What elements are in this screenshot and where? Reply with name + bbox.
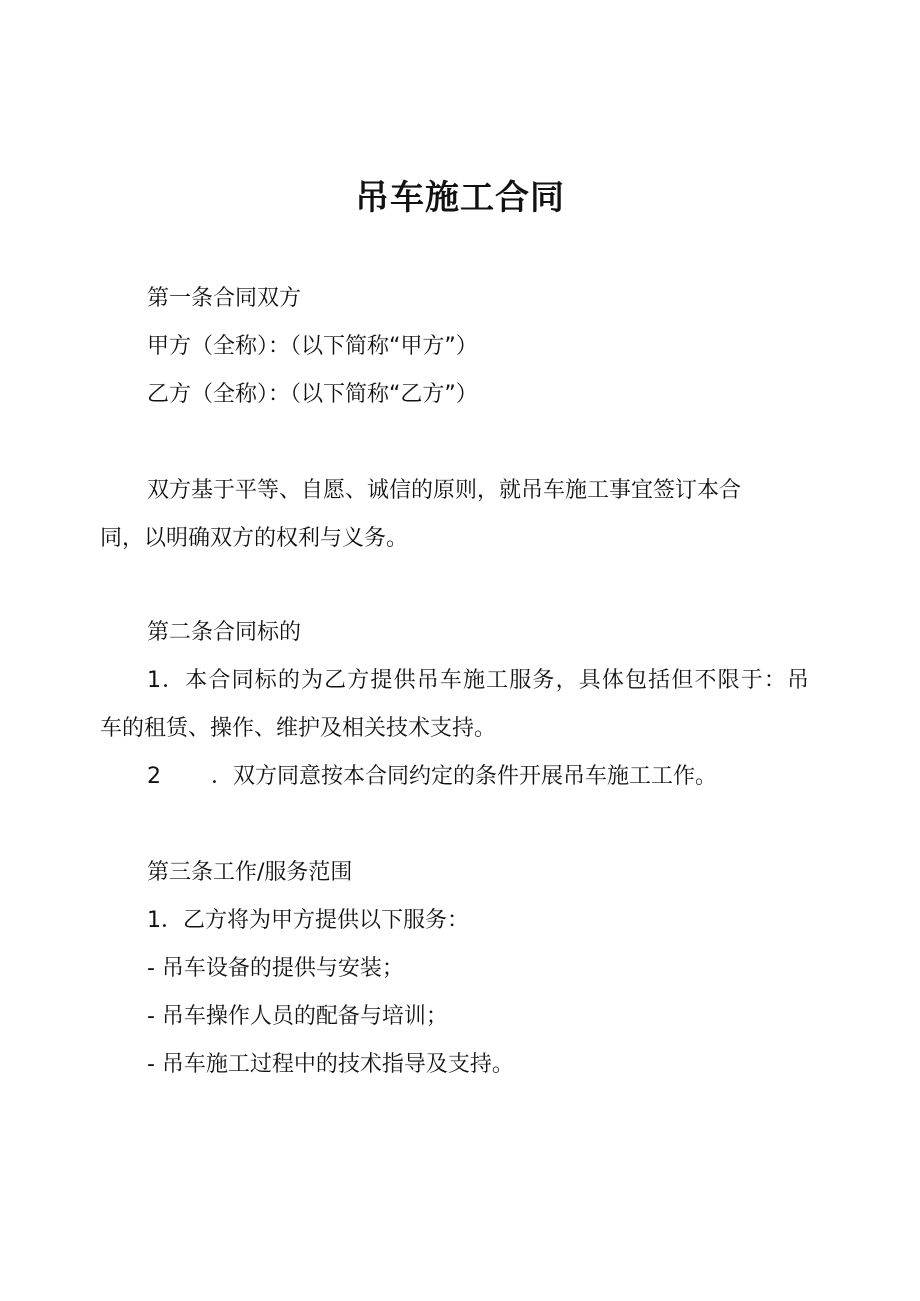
article2-item2-text: ．双方同意按本合同约定的条件开展吊车施工工作。 (211, 764, 718, 789)
article2-item1-line-2: 车的租赁、操作、维护及相关技术支持。 (100, 716, 497, 741)
article2-item2-number: 2 (147, 764, 161, 789)
article3-heading: 第三条工作/服务范围 (147, 860, 353, 885)
preamble-line-2: 同，以明确双方的权利与义务。 (100, 526, 409, 551)
party-b-line: 乙方（全称）：（以下简称“乙方”） (147, 382, 478, 407)
article3-bullet-1: - 吊车设备的提供与安装； (147, 956, 404, 981)
article2-item1-line-1: 1．本合同标的为乙方提供吊车施工服务，具体包括但不限于：吊 (147, 668, 809, 693)
article1-heading: 第一条合同双方 (147, 286, 302, 311)
preamble-line-1: 双方基于平等、自愿、诚信的原则，就吊车施工事宜签订本合 (147, 478, 742, 503)
article2-item2 (147, 762, 717, 792)
document-title: 吊车施工合同 (355, 178, 565, 218)
article2-heading: 第二条合同标的 (147, 620, 302, 645)
party-a-line: 甲方（全称）：（以下简称“甲方”） (147, 334, 478, 359)
article3-bullet-2: - 吊车操作人员的配备与培训； (147, 1004, 448, 1029)
article3-bullet-3: - 吊车施工过程中的技术指导及支持。 (147, 1052, 514, 1077)
article3-item1: 1．乙方将为甲方提供以下服务： (147, 908, 469, 933)
